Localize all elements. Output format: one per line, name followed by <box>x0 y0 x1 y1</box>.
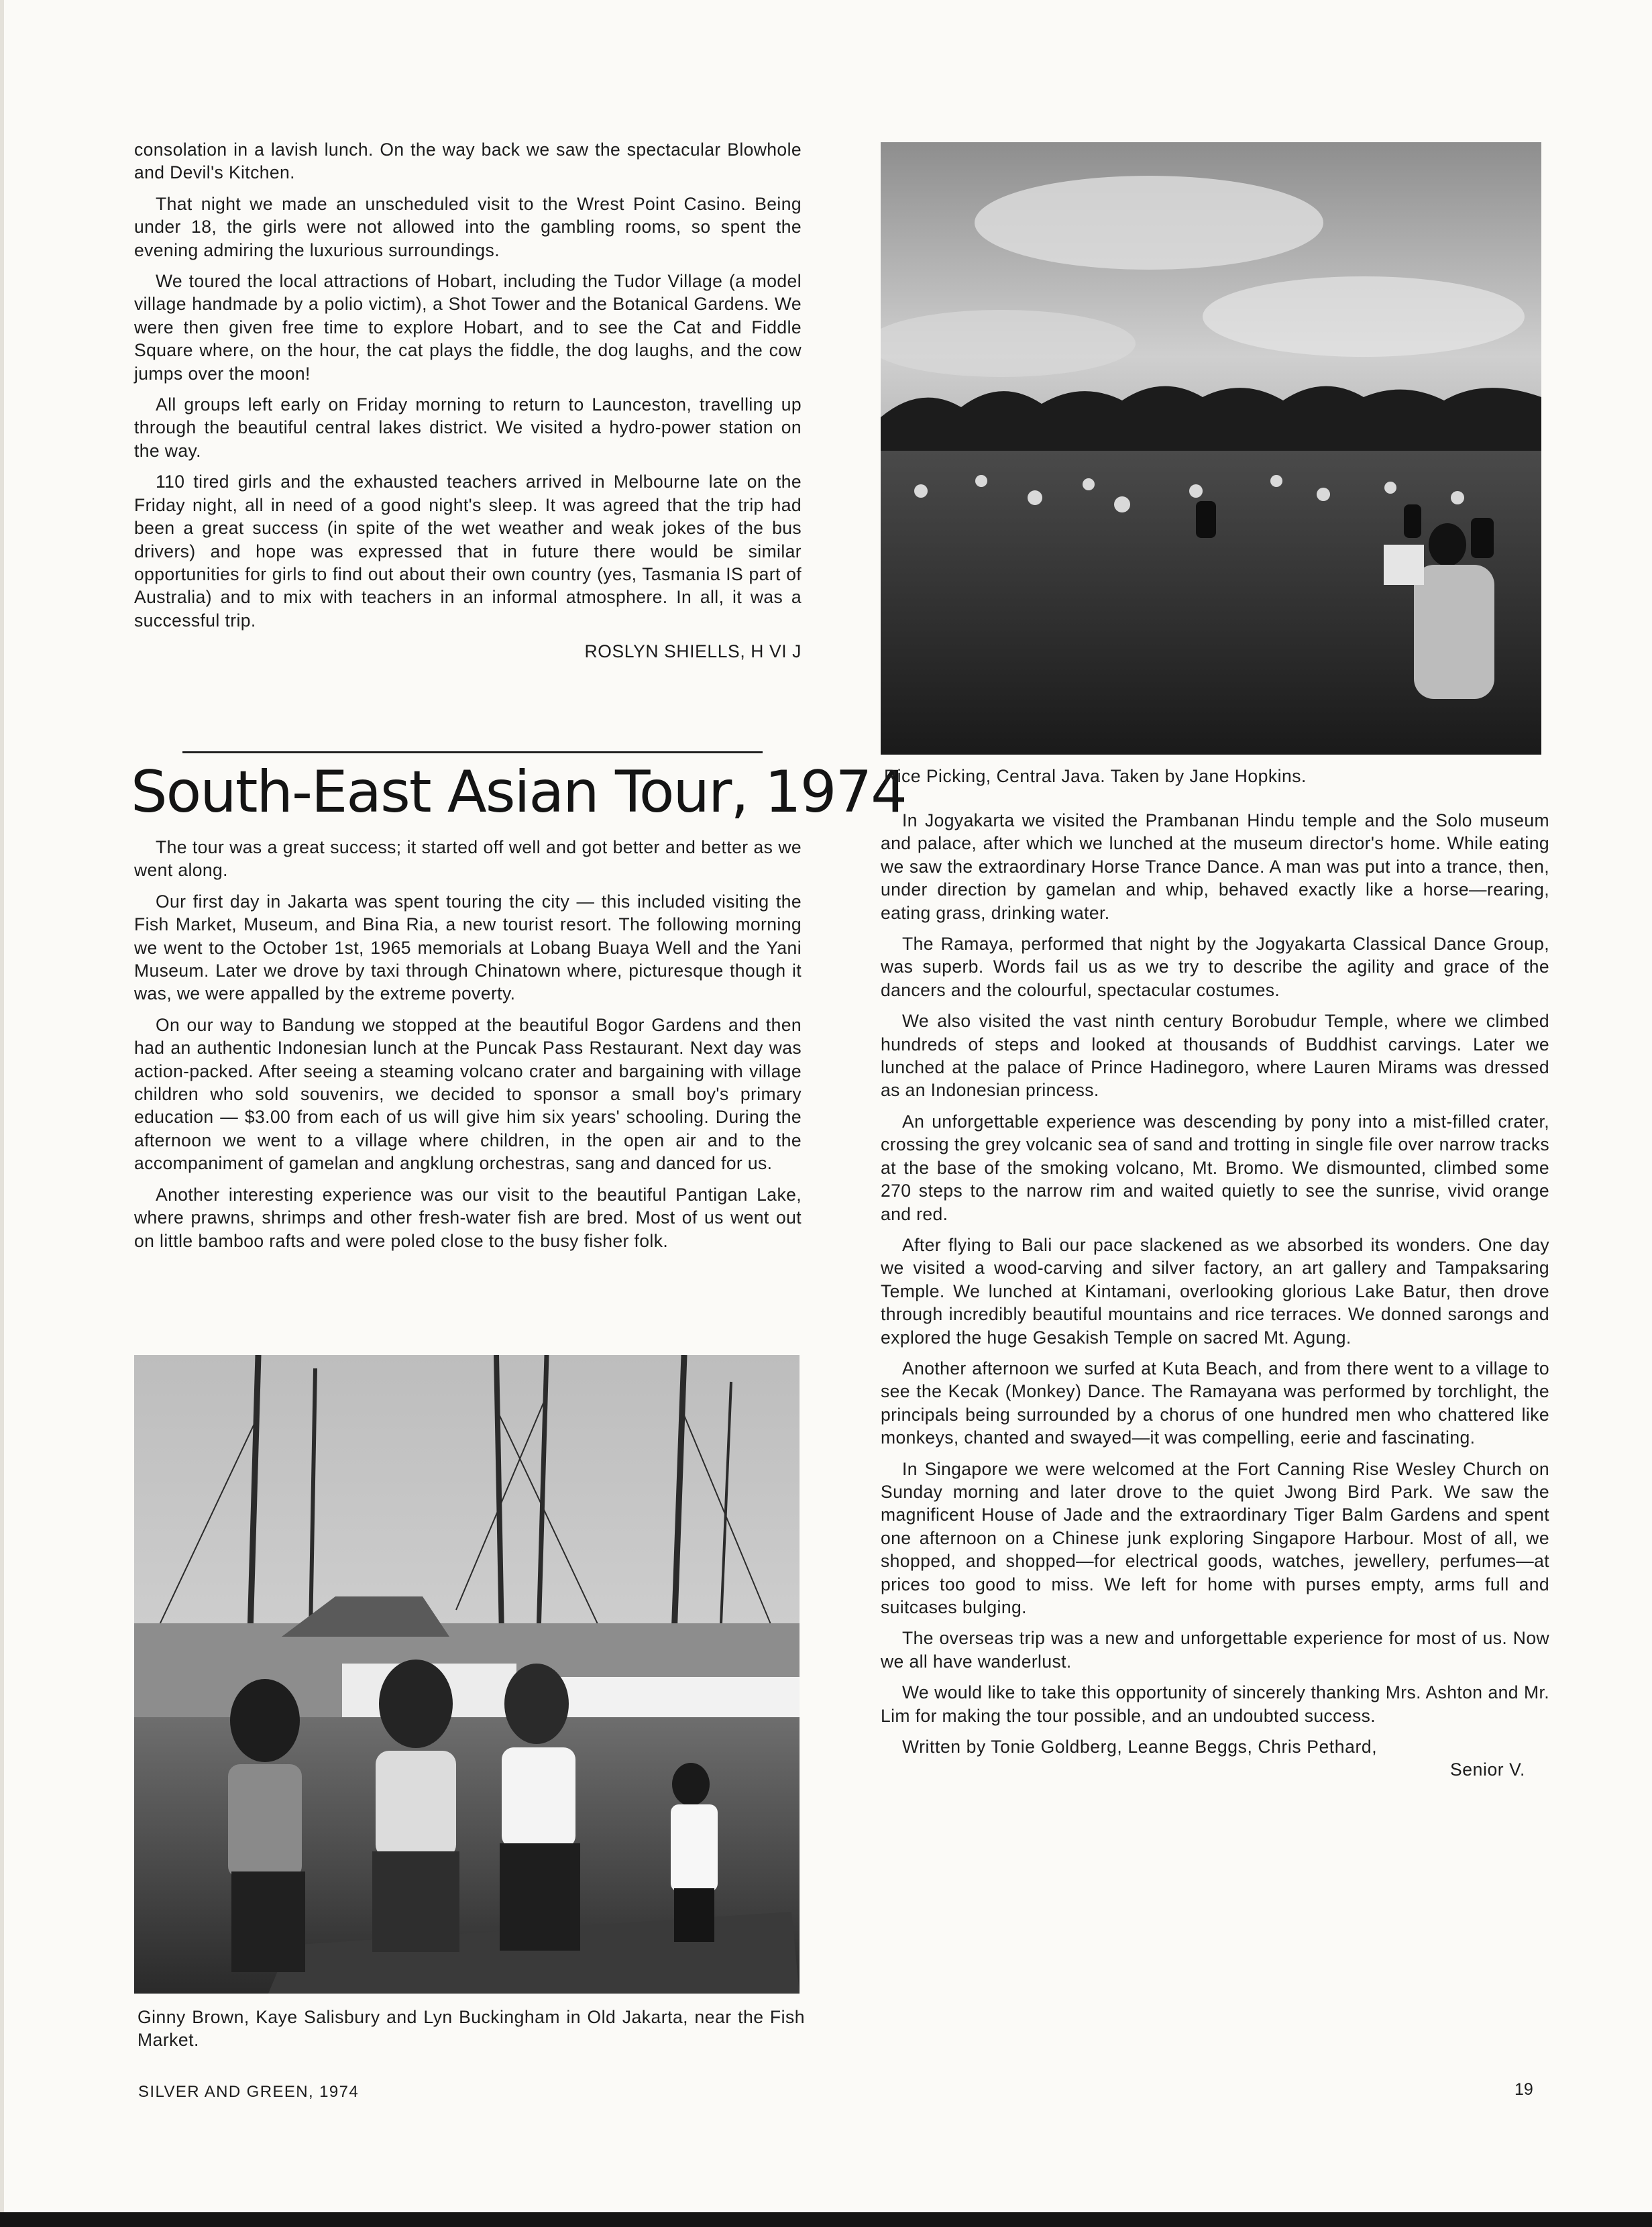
right-column-tour <box>881 809 1549 1781</box>
continued-paragraph-4: All groups left early on Friday morning to return to Launceston, travelling up through the beautiful central lakes district. We visited a hydro-power station on the way. <box>134 394 802 461</box>
tour-right-paragraph-9: We would like to take this opportunity of sincerely thanking Mrs. Ashton and Mr. Lim for making the tour possible, and an undoubted success. <box>881 1682 1549 1726</box>
tour-credit-line-2: Senior V. <box>1450 1759 1525 1780</box>
left-column-tour <box>134 836 802 1260</box>
tour-credit-line-1: Written by Tonie Goldberg, Leanne Beggs, Chris Pethard, <box>902 1737 1378 1757</box>
left-column-top <box>134 138 802 663</box>
tour-left-paragraph-2: Our first day in Jakarta was spent touring the city — this included visiting the Fish Market, Museum, and Bina Ria, a new tourist resort. The following morning we went to the October 1st, 1965 memorials at Lobang Buaya Well and the Yani Museum. Later we drove by taxi through Chinatown where, picturesque though it was, we were appalled by the extreme poverty. <box>134 891 802 1004</box>
continued-paragraph-1: consolation in a lavish lunch. On the way back we saw the spectacular Blowhole and Devil's Kitchen. <box>134 140 802 183</box>
article-title: South-East Asian Tour, 1974 <box>131 759 906 826</box>
rice-picking-caption: Rice Picking, Central Java. Taken by Jane Hopkins. <box>884 766 1307 786</box>
old-jakarta-caption: Ginny Brown, Kaye Salisbury and Lyn Buckingham in Old Jakarta, near the Fish Market. <box>137 2007 805 2050</box>
tour-right-paragraph-1: In Jogyakarta we visited the Prambanan Hindu temple and the Solo museum and palace, after which we lunched at the museum director's home. While eating we saw the extraordinary Horse Trance Dance. A man was put into a trance, then, under direction by gamelan and whip, behaved exactly like a horse—rearing, eating grass, drinking water. <box>881 810 1549 923</box>
tour-right-paragraph-6: Another afternoon we surfed at Kuta Beach, and from there went to a village to see the Kecak (Monkey) Dance. The Ramayana was performed by torchlight, the principals being surrounded by a chorus of one hundred men who chattered like monkeys, chanted and swayed—it was compelling, eerie and fascinating. <box>881 1358 1549 1448</box>
tour-right-paragraph-5: After flying to Bali our pace slackened as we absorbed its wonders. One day we visited a wood-carving and silver factory, an art gallery and Tampaksaring Temple. We lunched at Kintamani, overlooking glorious Lake Batur, then drove through incredibly beautiful mountains and rice terraces. We donned sarongs and explored the huge Gesakish Temple on sacred Mt. Agung. <box>881 1234 1549 1348</box>
tour-left-paragraph-4: Another interesting experience was our visit to the beautiful Pantigan Lake, where prawns, shrimps and other fresh-water fish are bred. Most of us went out on little bamboo rafts and were poled close to the busy fisher folk. <box>134 1184 802 1251</box>
tour-left-paragraph-3: On our way to Bandung we stopped at the beautiful Bogor Gardens and then had an authentic Indonesian lunch at the Puncak Pass Restaurant. Next day was action-packed. After seeing a steaming volcano crater and bargaining with village children who sold souvenirs, we decided to sponsor a small boy's primary education — $3.00 from each of us will give him six years' schooling. During the afternoon we went to a village where children, in the open air and to the accompaniment of gamelan and angklung orchestras, sang and danced for us. <box>134 1014 802 1174</box>
tour-right-paragraph-2: The Ramaya, performed that night by the Jogyakarta Classical Dance Group, was superb. Words fail us as we try to describe the agility and grace of the dancers and the colourful, spectacular costumes. <box>881 934 1549 1000</box>
tour-right-paragraph-8: The overseas trip was a new and unforgettable experience for most of us. Now we all have wanderlust. <box>881 1628 1549 1672</box>
continued-paragraph-3: We toured the local attractions of Hobart, including the Tudor Village (a model village handmade by a polio victim), a Shot Tower and the Botanical Gardens. We were then given free time to explore Hobart, and to see the Cat and Fiddle Square where, on the hour, the cat plays the fiddle, the dog laughs, and the cow jumps over the moon! <box>134 271 802 384</box>
old-jakarta-photo <box>134 1355 800 1994</box>
tour-right-paragraph-3: We also visited the vast ninth century Borobudur Temple, where we climbed hundreds of steps and looked at thousands of Buddhist carvings. Later we lunched at the palace of Prince Hadinegoro, where Lauren Mirams was dressed as an Indonesian princess. <box>881 1011 1549 1101</box>
continued-paragraph-5: 110 tired girls and the exhausted teachers arrived in Melbourne late on the Friday night, all in need of a good night's sleep. It was agreed that the trip had been a great success (in spite of the wet weather and weak jokes of the bus drivers) and hope was expressed that in future there would be similar opportunities for girls to find out about their own country (yes, Tasmania IS part of Australia) and to mix with teachers in an informal atmosphere. In all, it was a successful trip. <box>134 472 802 631</box>
tour-right-paragraph-4: An unforgettable experience was descending by pony into a mist-filled crater, crossing the grey volcanic sea of sand and trotting in single file over narrow tracks at the base of the smoking volcano, Mt. Bromo. We dismounted, climbed some 270 steps to the narrow rim and waited quietly to see the sunrise, vivid orange and red. <box>881 1111 1549 1224</box>
page-edge-shadow <box>0 0 4 2212</box>
tour-right-paragraph-7: In Singapore we were welcomed at the Fort Canning Rise Wesley Church on Sunday morning and later drove to the quiet Jwong Bird Park. We saw the magnificent House of Jade and the extraordinary Tiger Balm Gardens and spent one afternoon on a Chinese junk exploring Singapore Harbour. Most of all, we shopped, and shopped—for electrical goods, watches, jewellery, perfumes—at prices too good to miss. We left for home with purses empty, arms full and suitcases bulging. <box>881 1458 1549 1617</box>
scan-bottom-border <box>0 2212 1652 2227</box>
footer-publication: SILVER AND GREEN, 1974 <box>138 2083 360 2101</box>
continued-byline: ROSLYN SHIELLS, H VI J <box>584 641 802 662</box>
section-divider-rule <box>182 751 763 753</box>
rice-picking-photo <box>881 142 1541 755</box>
continued-paragraph-2: That night we made an unscheduled visit to the Wrest Point Casino. Being under 18, the girls were not allowed into the gambling rooms, so spent the evening admiring the luxurious surroundings. <box>134 193 802 260</box>
tour-left-paragraph-1: The tour was a great success; it started off well and got better and better as we went along. <box>134 837 802 881</box>
footer-page-number: 19 <box>1515 2080 1533 2099</box>
